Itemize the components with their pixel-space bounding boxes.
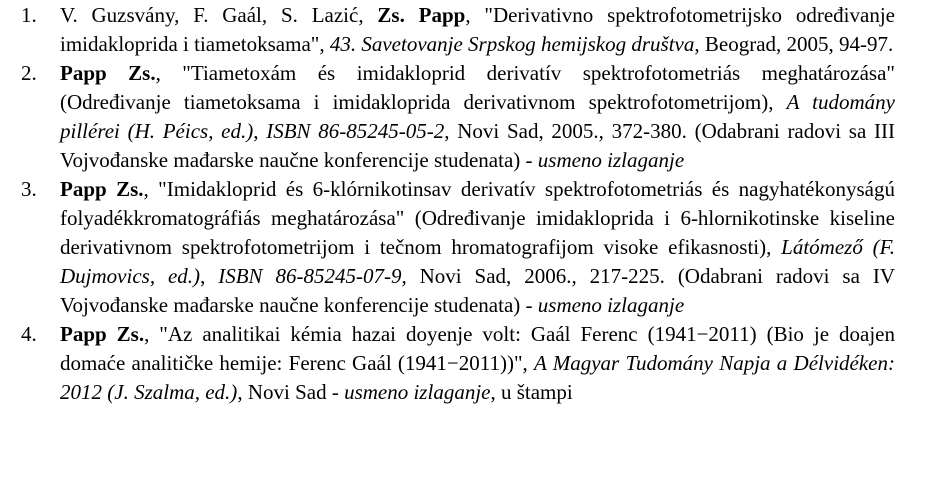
- reference-number: 4.: [21, 322, 37, 346]
- reference-text: [60, 177, 895, 317]
- reference-segment: , "Imidakloprid és 6-klórnikotinsav derivatív spektrofotometriás és nagyhatékonyságú folyadékkromatográfiás meghatározása" (Određivanje imidakloprida i 6-hlornikotinske kiseline derivativnom spektrofotometrijom i tečnom hromatografijom visoke efikasnosti),: [60, 177, 895, 259]
- reference-segment: , "Derivativno spektrofotometrijsko određivanje imidakloprida i tiametoksama",: [60, 3, 895, 56]
- italic-text: ISBN 86-85245-05-2: [266, 119, 445, 143]
- reference-item: [21, 59, 895, 175]
- reference-number: 1.: [21, 3, 37, 27]
- reference-segment: ,: [200, 264, 219, 288]
- reference-segment: , Novi Sad, 2006., 217-225. (Odabrani radovi sa IV Vojvođanske mađarske naučne konferencije studenata) -: [60, 264, 896, 317]
- author-name: Zs. Papp: [377, 3, 466, 27]
- reference-number: 2.: [21, 61, 37, 85]
- italic-text: usmeno izlaganje: [537, 293, 685, 317]
- author-name: Papp Zs.: [60, 61, 156, 85]
- reference-number: 3.: [21, 177, 37, 201]
- reference-item: [21, 1, 895, 59]
- reference-list: [21, 1, 895, 407]
- reference-item: [21, 175, 895, 320]
- reference-text: [60, 322, 895, 404]
- reference-segment: , "Az analitikai kémia hazai doyenje volt: Gaál Ferenc (1941−2011) (Bio je doajen domaće analitičke hemije: Ferenc Gaál (1941−2011))",: [60, 322, 895, 375]
- reference-segment: , Novi Sad -: [237, 380, 345, 404]
- italic-text: ISBN 86-85245-07-9: [218, 264, 402, 288]
- italic-text: usmeno izlaganje: [344, 380, 491, 404]
- reference-segment: , u štampi: [490, 380, 573, 404]
- italic-text: usmeno izlaganje: [537, 148, 685, 172]
- author-name: Papp Zs.: [60, 322, 145, 346]
- reference-text: [60, 3, 895, 56]
- reference-segment: , Novi Sad, 2005., 372-380. (Odabrani radovi sa III Vojvođanske mađarske naučne konferencije studenata) -: [60, 119, 896, 172]
- reference-text: [60, 61, 895, 172]
- reference-segment: V. Guzsvány, F. Gaál, S. Lazić,: [60, 3, 378, 27]
- italic-text: A Magyar Tudomány Napja a Délvidéken: 2012 (J. Szalma, ed.): [60, 351, 895, 404]
- italic-text: 43. Savetovanje Srpskog hemijskog društva: [329, 32, 695, 56]
- reference-segment: ,: [253, 119, 267, 143]
- author-name: Papp Zs.: [60, 177, 144, 201]
- reference-segment: , "Tiametoxám és imidakloprid derivatív spektrofotometriás meghatározása" (Određivanje tiametoksama i imidakloprida derivativnom spektrofotometrijom),: [60, 61, 895, 114]
- reference-item: [21, 320, 895, 407]
- italic-text: Látómező (F. Dujmovics, ed.): [60, 235, 895, 288]
- italic-text: A tudomány pillérei (H. Péics, ed.): [60, 90, 895, 143]
- reference-segment: , Beograd, 2005, 94-97.: [694, 32, 894, 56]
